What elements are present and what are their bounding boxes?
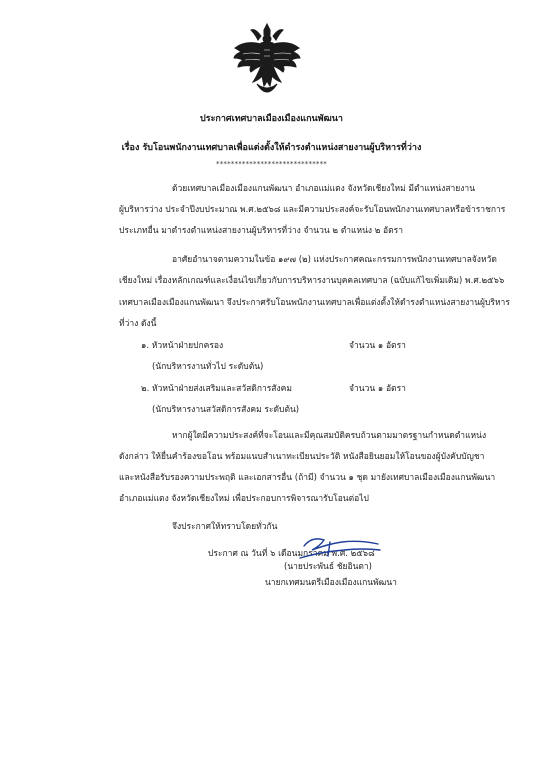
paragraph-2-line-1: อาศัยอำนาจตามความในข้อ ๑๙๗ (๒) แห่งประกาศคณะกรรมการพนักงานเทศบาลจังหวัด: [172, 255, 497, 265]
paragraph-2-line-2: เชียงใหม่ เรื่องหลักเกณฑ์และเงื่อนไขเกี่ยวกับการบริหารงานบุคคลเทศบาล (ฉบับแก้ไขเพิ่มเติม) พ.ศ.๒๕๖๖: [119, 276, 505, 286]
paragraph-1-line-2: ผู้บริหารว่าง ประจำปีงบประมาณ พ.ศ.๒๕๖๘ และมีความประสงค์จะรับโอนพนักงานเทศบาลหรือข้าราชการ: [119, 205, 506, 215]
signatory-position: นายกเทศมนตรีเมืองเมืองแกนพัฒนา: [265, 578, 397, 588]
paragraph-2-line-3: เทศบาลเมืองเมืองแกนพัฒนา จึงประกาศรับโอนพนักงานเทศบาลเพื่อแต่งตั้งให้ดำรงตำแหน่งสายงานผู้บริหาร: [119, 298, 510, 308]
position-1-title: ๑. หัวหน้าฝ่ายปกครอง: [141, 341, 224, 351]
signatory-name: (นายประพันธ์ ชัยอินตา): [284, 562, 372, 572]
paragraph-3-line-1: หากผู้ใดมีความประสงค์ที่จะโอนและมีคุณสมบัติครบถ้วนตามมาตรฐานกำหนดตำแหน่ง: [172, 431, 487, 441]
paragraph-3-line-3: และหนังสือรับรองความประพฤติ และเอกสารอื่น (ถ้ามี) จำนวน ๑ ชุด มายังเทศบาลเมืองเมืองแกนพัฒนา: [119, 473, 496, 483]
position-2-title: ๒. หัวหน้าฝ่ายส่งเสริมและสวัสดิการสังคม: [141, 384, 292, 394]
position-1-detail: (นักบริหารงานทั่วไป ระดับต้น): [152, 362, 264, 372]
position-1-count: จำนวน ๑ อัตรา: [349, 341, 406, 351]
garuda-emblem-icon: [231, 22, 303, 94]
position-2-count: จำนวน ๑ อัตรา: [349, 384, 406, 394]
paragraph-1-line-3: ประเภทอื่น มาดำรงตำแหน่งสายงานผู้บริหารที่ว่าง จำนวน ๒ ตำแหน่ง ๒ อัตรา: [119, 226, 403, 236]
closing-statement: จึงประกาศให้ทราบโดยทั่วกัน: [172, 522, 278, 532]
paragraph-1-line-1: ด้วยเทศบาลเมืองเมืองแกนพัฒนา อำเภอแม่แตง จังหวัดเชียงใหม่ มีตำแหน่งสายงาน: [172, 184, 476, 194]
paragraph-2-line-4: ที่ว่าง ดังนี้: [119, 319, 157, 329]
announcement-title: ประกาศเทศบาลเมืองเมืองแกนพัฒนา: [200, 114, 343, 124]
announcement-date: ประกาศ ณ วันที่ ๖ เดือนมกราคม พ.ศ. ๒๕๖๘: [208, 549, 375, 559]
title-separator: ******************************: [216, 160, 327, 168]
announcement-subject: เรื่อง รับโอนพนักงานเทศบาลเพื่อแต่งตั้งให้ดำรงตำแหน่งสายงานผู้บริหารที่ว่าง: [121, 143, 422, 153]
paragraph-3-line-4: อำเภอแม่แตง จังหวัดเชียงใหม่ เพื่อประกอบการพิจารณารับโอนต่อไป: [119, 494, 369, 504]
position-2-detail: (นักบริหารงานสวัสดิการสังคม ระดับต้น): [152, 405, 300, 415]
paragraph-3-line-2: ดังกล่าว ให้ยื่นคำร้องขอโอน พร้อมแนบสำเนาทะเบียนประวัติ หนังสือยินยอมให้โอนของผู้บังคับบัญชา: [119, 452, 485, 462]
